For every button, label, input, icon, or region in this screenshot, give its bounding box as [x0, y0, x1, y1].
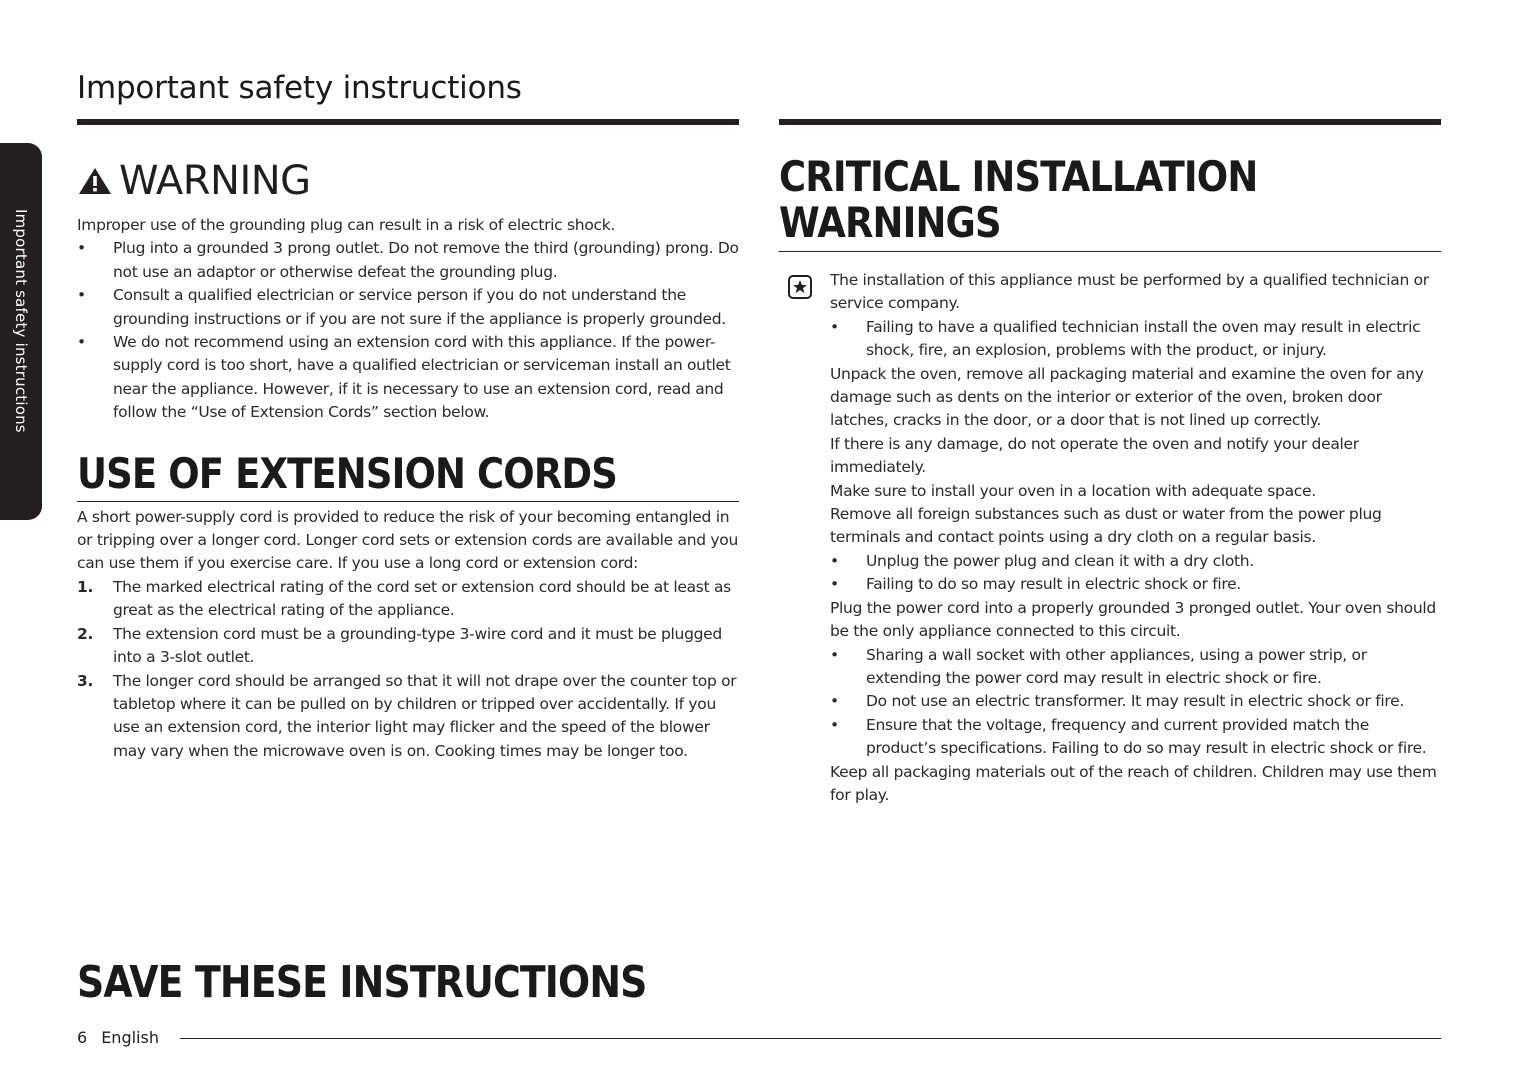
star-box-icon [788, 275, 812, 306]
critical-p5: Remove all foreign substances such as dust or water from the power plug terminals and contact points using a dry cloth on a regular basis. [830, 505, 1382, 547]
footer-language: English [101, 1028, 159, 1047]
critical-bullet-list-2 [830, 550, 1441, 597]
warning-triangle-icon [77, 166, 113, 196]
critical-p2: Unpack the oven, remove all packaging material and examine the oven for any damage such as dents on the interior or exterior of the oven, broken door latches, cracks in the door, or a door that is not lined up correctly. [830, 364, 1424, 430]
extension-intro: A short power-supply cord is provided to reduce the risk of your becoming entangled in or tripping over a longer cord. Longer cord sets or extension cords are available and you can use them if you exercise care. If you use a long cord or extension cord: [77, 507, 738, 573]
warning-bullet-list [77, 237, 739, 424]
list-item [77, 576, 739, 623]
list-item [830, 316, 1441, 363]
warning-title: WARNING [119, 158, 311, 204]
list-item [77, 623, 739, 670]
page-footer [77, 1026, 159, 1050]
bullet-mark: • [830, 317, 839, 336]
list-item [830, 550, 1441, 573]
list-item [830, 690, 1441, 713]
list-item-text: Ensure that the voltage, frequency and current provided match the product’s specifications. Failing to do so may result in electric shock or fire. [866, 715, 1427, 758]
critical-p7: Keep all packaging materials out of the reach of children. Children may use them for play. [830, 762, 1437, 804]
critical-p4: Make sure to install your oven in a location with adequate space. [830, 481, 1316, 500]
list-item-text: We do not recommend using an extension cord with this appliance. If the power-supply cord is too short, have a qualified electrician or serviceman install an outlet near the appliance. However, if it is necessary to use an extension cord, read and follow the “Use of Extension Cords” section below. [113, 333, 731, 422]
list-item [77, 331, 739, 425]
list-number: 2. [77, 624, 94, 643]
side-tab-label: Important safety instructions [12, 209, 30, 433]
list-item-text: The marked electrical rating of the cord set or extension cord should be at least as great as the electrical rating of the appliance. [113, 577, 731, 620]
bullet-mark: • [77, 333, 86, 352]
list-item-text: Sharing a wall socket with other appliances, using a power strip, or extending the power cord may result in electric shock or fire. [866, 645, 1367, 687]
extension-cords-heading: USE OF EXTENSION CORDS [77, 448, 617, 498]
list-item [830, 644, 1441, 691]
list-item-text: Unplug the power plug and clean it with a dry cloth. [866, 551, 1254, 570]
list-number: 1. [77, 577, 94, 596]
list-number: 3. [77, 671, 94, 690]
critical-heading-line1: CRITICAL INSTALLATION [779, 152, 1258, 201]
critical-bullet-list-3 [830, 644, 1441, 761]
list-item-text: Consult a qualified electrician or service person if you do not understand the grounding instructions or if you are not sure if the appliance is properly grounded. [113, 286, 726, 328]
save-instructions-title: SAVE THESE INSTRUCTIONS [77, 957, 647, 1008]
list-item [830, 714, 1441, 761]
critical-p1: The installation of this appliance must be performed by a qualified technician or service company. [830, 271, 1429, 313]
list-item-text: Do not use an electric transformer. It may result in electric shock or fire. [866, 692, 1404, 711]
extension-numbered-list [77, 576, 739, 763]
warning-intro: Improper use of the grounding plug can result in a risk of electric shock. [77, 216, 616, 234]
critical-heading-line2: WARNINGS [779, 198, 1001, 247]
critical-p6: Plug the power cord into a properly grounded 3 pronged outlet. Your oven should be the only appliance connected to this circuit. [830, 598, 1436, 641]
header-rule-left [77, 119, 739, 125]
critical-body [779, 269, 1441, 807]
list-item-text: Plug into a grounded 3 prong outlet. Do not remove the third (grounding) prong. Do not use an adaptor or otherwise defeat the grounding plug. [113, 239, 739, 281]
warning-heading [77, 156, 739, 206]
bullet-mark: • [830, 575, 839, 594]
bullet-mark: • [77, 286, 86, 305]
critical-bullet-list-1 [830, 316, 1441, 363]
page-number: 6 [77, 1028, 88, 1047]
critical-rule [779, 251, 1441, 252]
list-item-text: The extension cord must be a grounding-type 3-wire cord and it must be plugged into a 3-slot outlet. [113, 624, 722, 667]
right-column [779, 154, 1441, 807]
list-item-text: Failing to have a qualified technician install the oven may result in electric shock, fire, an explosion, problems with the product, or injury. [866, 317, 1421, 360]
footer-rule [180, 1038, 1441, 1039]
list-item [77, 237, 739, 284]
list-item-text: Failing to do so may result in electric shock or fire. [866, 575, 1242, 594]
bullet-mark: • [830, 551, 839, 570]
list-item [830, 573, 1441, 596]
critical-p3: If there is any damage, do not operate the oven and notify your dealer immediately. [830, 434, 1359, 477]
list-item [77, 284, 739, 331]
list-item-text: The longer cord should be arranged so that it will not drape over the counter top or tabletop where it can be pulled on by children or tripped over accidentally. If you use an extension cord, the interior light may flicker and the speed of the blower may vary when the microwave oven is on. Cooking times may be longer too. [113, 671, 737, 760]
page-header-title: Important safety instructions [77, 70, 522, 106]
bullet-mark: • [830, 645, 839, 664]
header-rule-right [779, 119, 1441, 125]
list-item [77, 670, 739, 764]
left-column [77, 156, 739, 763]
bullet-mark: • [830, 715, 839, 734]
bullet-mark: • [77, 239, 86, 258]
bullet-mark: • [830, 692, 839, 711]
extension-cords-rule [77, 501, 739, 502]
